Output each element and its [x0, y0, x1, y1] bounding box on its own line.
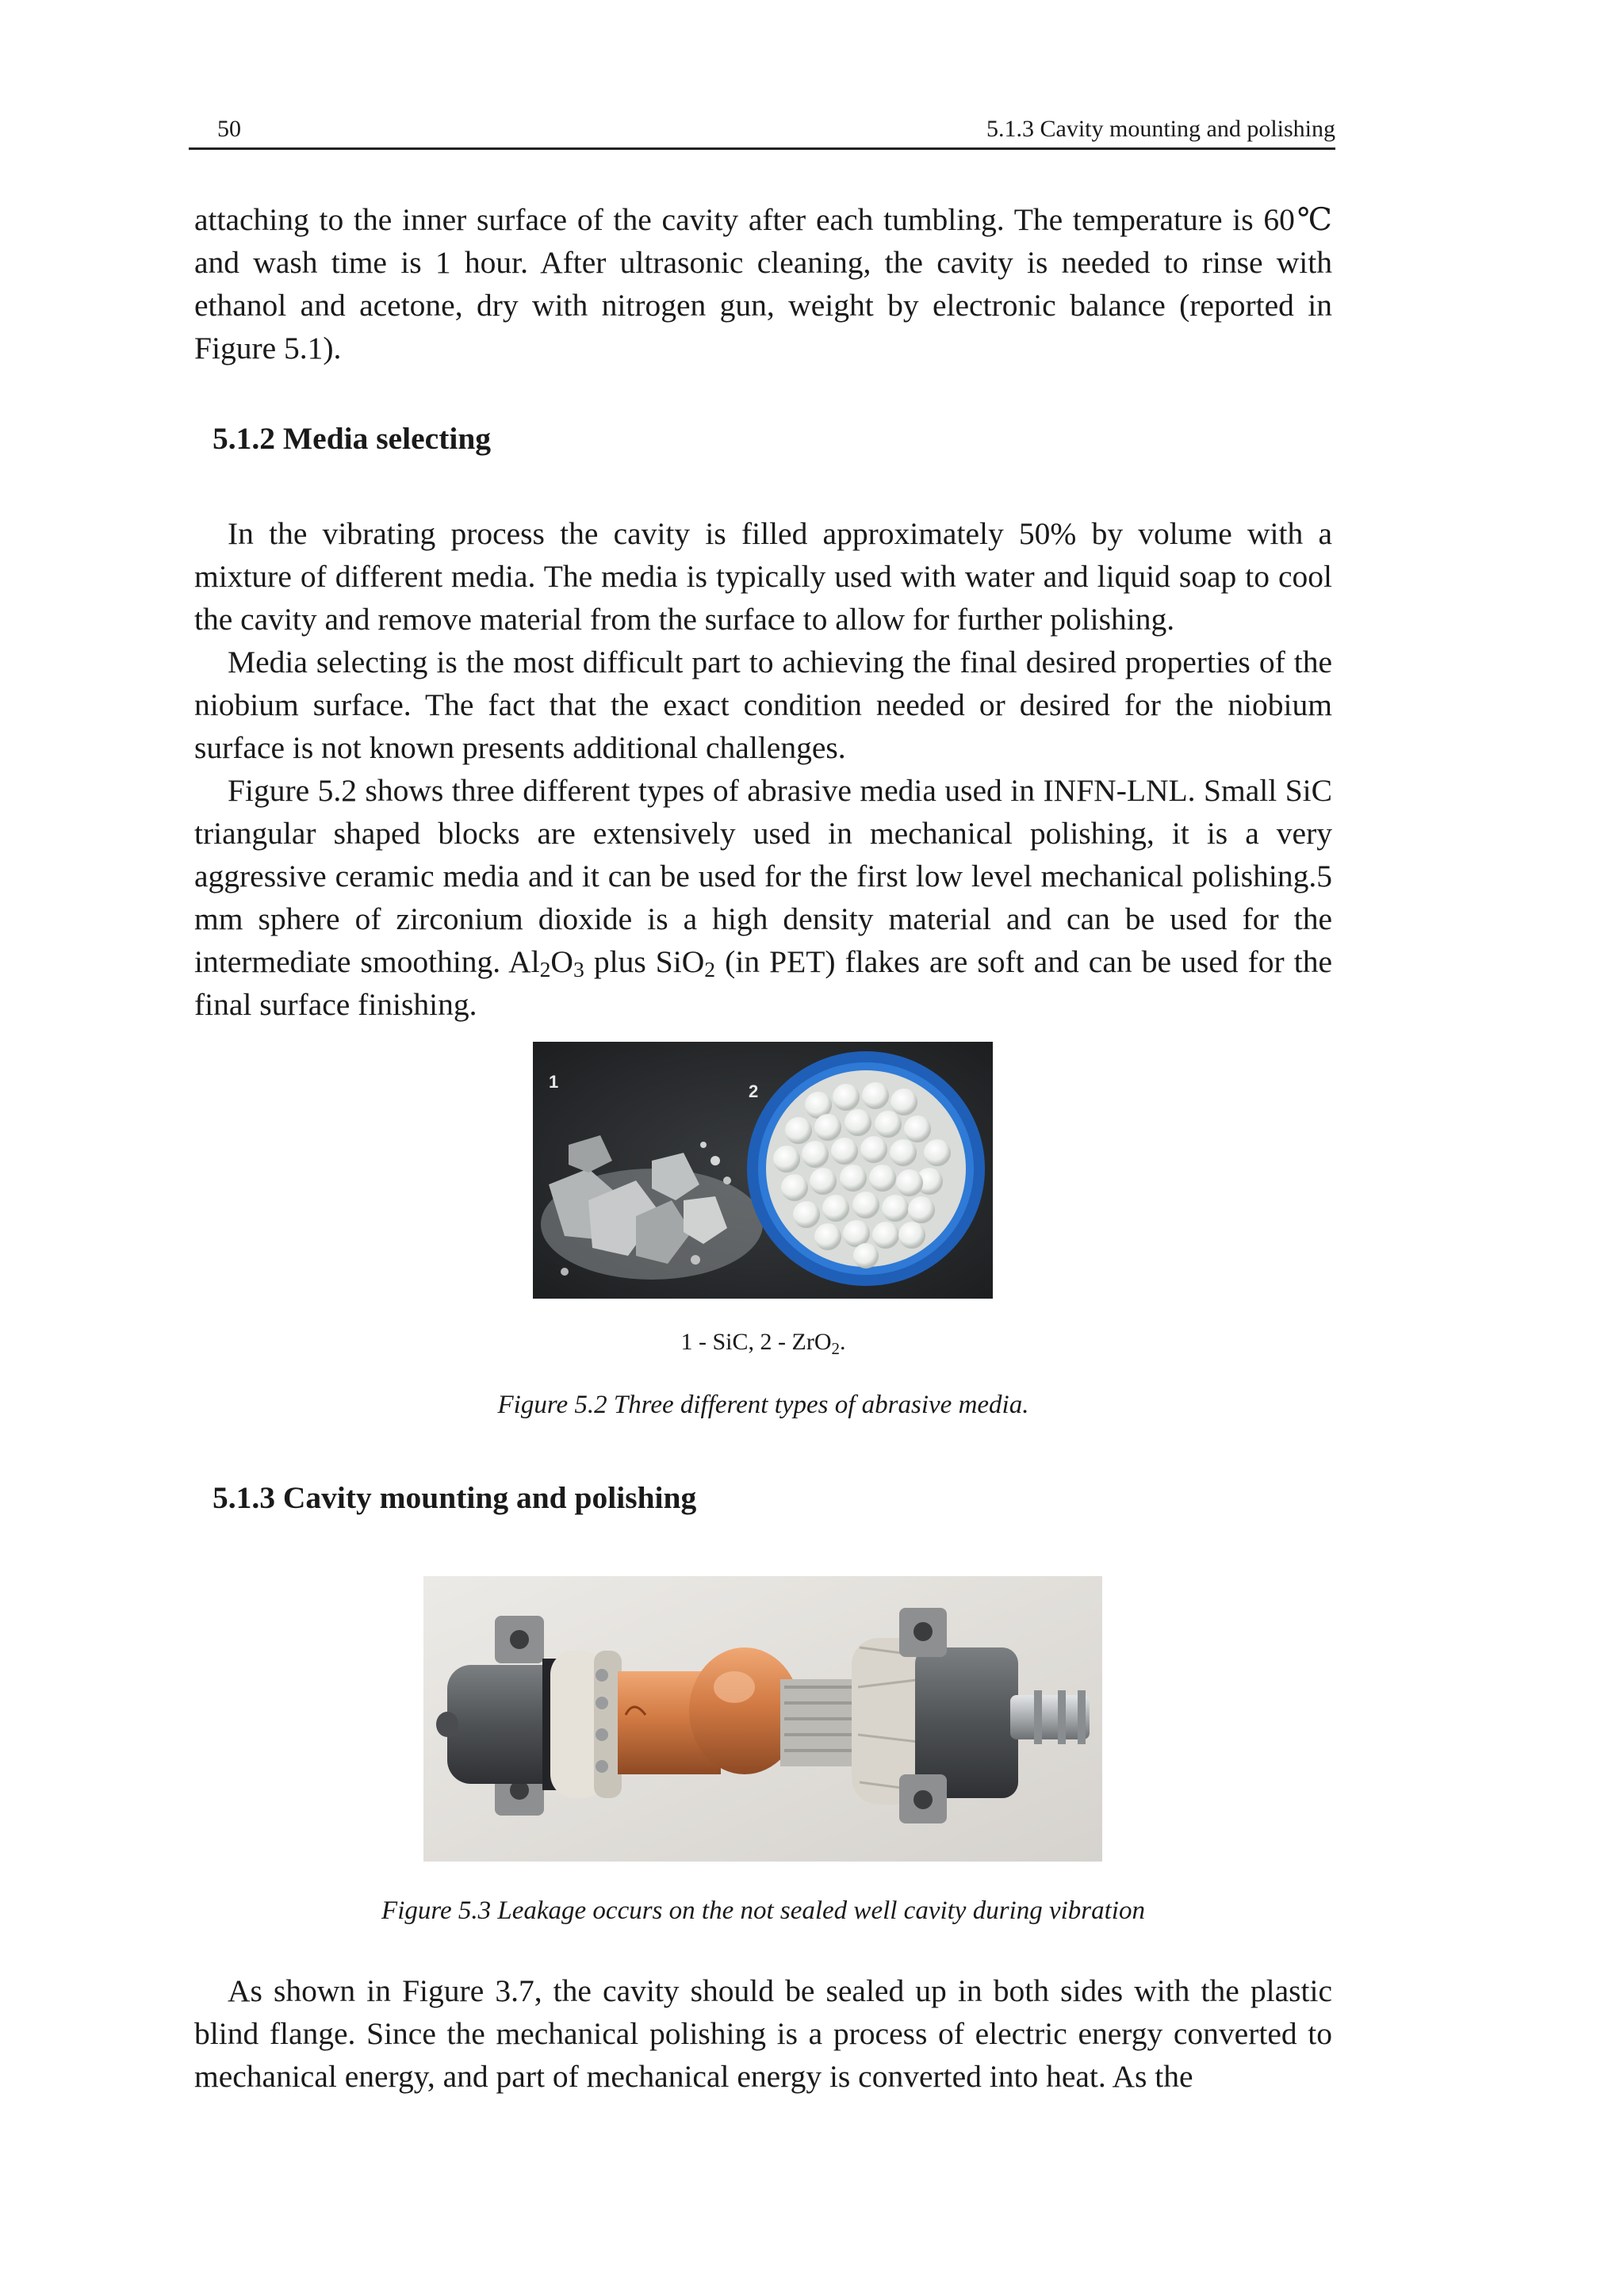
abrasive-media-photo — [533, 1042, 993, 1299]
figure-5-2-subcaption: 1 - SiC, 2 - ZrO$_2$. — [680, 1329, 846, 1358]
paragraph-abrasive-media: Figure 5.2 shows three different types of abrasive media used in INFN-LNL. Small SiC triangular shaped blocks are extensively used in mechanical polishing, it is a very aggressive ceramic media and it can be used for the first low level mechanical polishing.5 mm sphere of zirconium dioxide is a high density material and can be used for the intermediate smoothing. $Al_2O_3$ plus SiO$_2$ (in PET) flakes are soft and can be used for the final surface finishing. — [194, 773, 1332, 1022]
abrasive-media-illustration — [533, 1042, 993, 1299]
paragraph-vibrating-process: In the vibrating process the cavity is filled approximately 50% by volume with a mixture of different media. The media is typically used with water and liquid soap to cool the cavity and remove material from the surface to allow for further polishing. — [194, 516, 1332, 637]
paragraph-media-selecting: Media selecting is the most difficult part to achieving the final desired properties of the niobium surface. The fact that the exact condition needed or desired for the niobium surface is not known presents additional challenges. — [194, 645, 1332, 765]
paragraph-cavity-sealing: As shown in Figure 3.7, the cavity should be sealed up in both sides with the plastic blind flange. Since the mechanical polishing is a process of electric energy converted to mechanical energy, and part of mechanical energy is converted into heat. As the — [194, 1973, 1332, 2094]
paragraph-continued: attaching to the inner surface of the cavity after each tumbling. The temperature is 60℃ and wash time is 1 hour. After ultrasonic cleaning, the cavity is needed to rinse with ethanol and acetone, dry with nitrogen gun, weight by electronic balance (reported in Figure 5.1). — [194, 202, 1332, 365]
figure-5-2-caption: Figure 5.2 Three different types of abrasive media. — [497, 1391, 1029, 1419]
section-heading-5-1-2: 5.1.2 Media selecting — [213, 421, 492, 456]
figure-label-2: 2 — [749, 1081, 759, 1101]
page-number: 50 — [217, 116, 241, 142]
figure-label-1: 1 — [549, 1072, 559, 1092]
cavity-assembly-illustration — [423, 1576, 1102, 1862]
figure-5-3-caption: Figure 5.3 Leakage occurs on the not sealed well cavity during vibration — [381, 1896, 1145, 1925]
section-heading-5-1-3: 5.1.3 Cavity mounting and polishing — [213, 1480, 697, 1515]
page-header — [189, 113, 1335, 150]
running-title: 5.1.3 Cavity mounting and polishing — [986, 116, 1335, 142]
cavity-mounting-photo — [423, 1576, 1102, 1862]
